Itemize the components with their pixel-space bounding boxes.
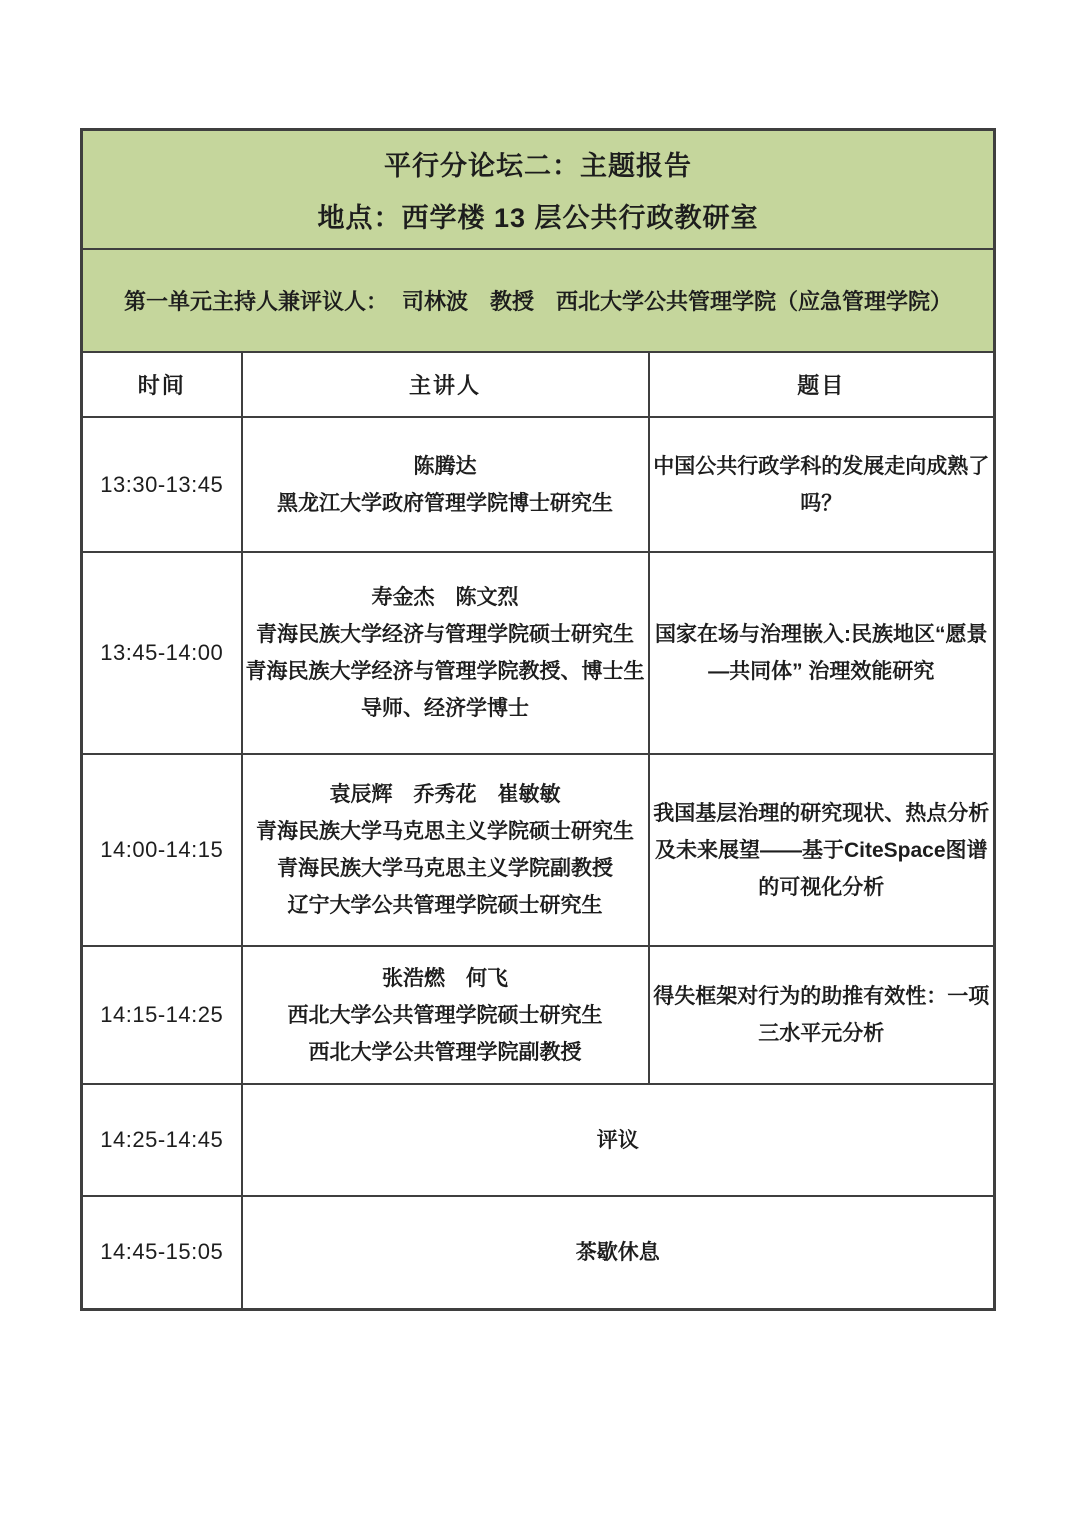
session-time: 14:25-14:45: [82, 1084, 242, 1196]
table-row: [82, 1084, 995, 1196]
speaker-affiliation: 青海民族大学马克思主义学院副教授: [277, 857, 613, 880]
moderator-value: 司林波 教授 西北大学公共管理学院（应急管理学院）: [402, 289, 953, 314]
speaker-affiliation: 辽宁大学公共管理学院硕士研究生: [287, 894, 603, 917]
moderator-label: 第一单元主持人兼评议人：: [123, 289, 388, 314]
table-row: [82, 754, 995, 946]
session-time: 14:00-14:15: [82, 754, 242, 946]
topic-title: 我国基层治理的研究现状、热点分析及未来展望——基于CiteSpace图谱的可视化分析: [653, 801, 990, 899]
column-header-row: [82, 352, 995, 417]
session-activity-cell: [242, 1196, 995, 1309]
topic-cell: [649, 754, 995, 946]
session-time: 13:30-13:45: [82, 417, 242, 552]
topic-cell: [649, 946, 995, 1084]
table-row: [82, 417, 995, 552]
forum-title-row: [82, 130, 995, 250]
speaker-affiliation: 青海民族大学经济与管理学院教授、博士生导师、经济学博士: [245, 660, 645, 720]
speaker-cell: [242, 552, 649, 754]
speaker-name: 张浩燃 何飞: [382, 966, 508, 990]
speaker-cell: [242, 754, 649, 946]
speaker-cell: [242, 946, 649, 1084]
table-row: [82, 552, 995, 754]
speaker-name: 袁辰辉 乔秀花 崔敏敏: [329, 783, 561, 806]
forum-title: 平行分论坛二：主题报告: [384, 151, 692, 181]
topic-cell: [649, 417, 995, 552]
session-activity-cell: [242, 1084, 995, 1196]
speaker-affiliation: 西北大学公共管理学院硕士研究生: [287, 1003, 603, 1027]
column-header-speaker: 主讲人: [242, 352, 649, 417]
session-activity: 茶歇休息: [575, 1240, 660, 1264]
column-header-topic: 题目: [649, 352, 995, 417]
column-header-time: 时间: [82, 352, 242, 417]
speaker-affiliation: 黑龙江大学政府管理学院博士研究生: [277, 491, 613, 515]
table-row: [82, 1196, 995, 1309]
speaker-affiliation: 青海民族大学经济与管理学院硕士研究生: [256, 623, 634, 646]
speaker-name: 寿金杰 陈文烈: [371, 586, 519, 609]
speaker-affiliation: 西北大学公共管理学院副教授: [308, 1040, 582, 1064]
moderator-row: [82, 249, 995, 352]
topic-title: 中国公共行政学科的发展走向成熟了吗？: [653, 454, 990, 515]
session-time: 13:45-14:00: [82, 552, 242, 754]
forum-location: 地点：西学楼 13 层公共行政教研室: [317, 203, 759, 233]
session-time: 14:15-14:25: [82, 946, 242, 1084]
speaker-cell: [242, 417, 649, 552]
forum-schedule-table: [80, 128, 996, 1311]
forum-title-cell: [82, 130, 995, 250]
topic-cell: [649, 552, 995, 754]
speaker-name: 陈腾达: [413, 454, 477, 478]
topic-title: 国家在场与治理嵌入:民族地区“愿景—共同体” 治理效能研究: [655, 623, 988, 683]
moderator-cell: [82, 249, 995, 352]
session-activity: 评议: [596, 1128, 639, 1152]
speaker-affiliation: 青海民族大学马克思主义学院硕士研究生: [256, 820, 634, 843]
session-time: 14:45-15:05: [82, 1196, 242, 1309]
topic-title: 得失框架对行为的助推有效性：一项三水平元分析: [653, 985, 990, 1045]
table-row: [82, 946, 995, 1084]
